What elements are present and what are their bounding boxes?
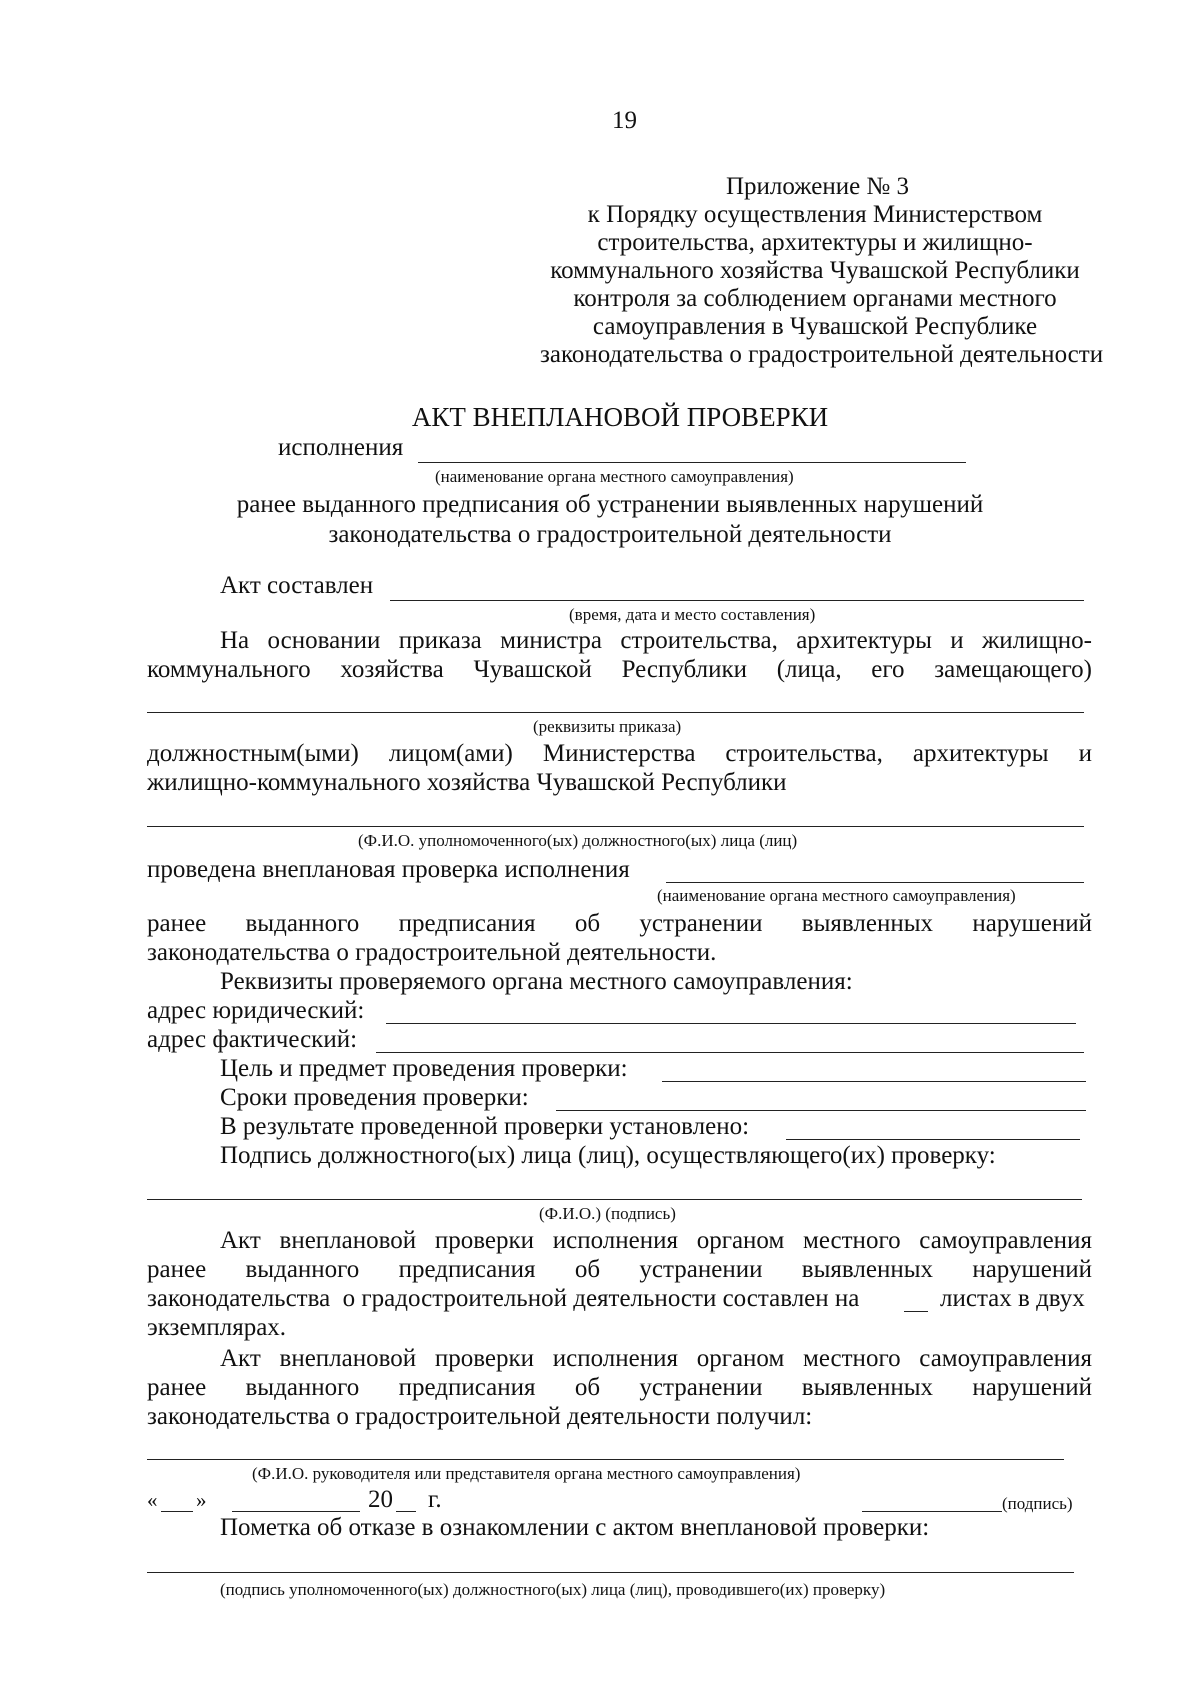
receiver-signature-line bbox=[862, 1511, 1002, 1512]
conducted-field-line bbox=[666, 882, 1084, 883]
word: Министерства bbox=[542, 740, 696, 767]
received-line1 bbox=[220, 1345, 1092, 1373]
composed-field-line bbox=[390, 600, 1084, 601]
word: архитектуры bbox=[912, 740, 1049, 767]
word: выданного bbox=[245, 910, 360, 937]
word: выданного bbox=[245, 1256, 360, 1283]
word: Республики bbox=[621, 656, 747, 683]
appendix-line: законодательства о градостроительной деятельности bbox=[540, 341, 1104, 368]
word: устранении bbox=[639, 1256, 763, 1283]
word: строительства, bbox=[620, 627, 778, 654]
officials-field-line bbox=[147, 826, 1084, 827]
word: выявленных bbox=[801, 910, 933, 937]
date-quote-close: » bbox=[196, 1488, 207, 1512]
word: проверки bbox=[434, 1345, 535, 1372]
refusal-caption: (подпись уполномоченного(ых) должностного(ых) лица (лиц), проводившего(их) проверку) bbox=[220, 1580, 886, 1599]
year-prefix: 20 bbox=[368, 1486, 393, 1513]
word: об bbox=[574, 1374, 601, 1401]
word: местного bbox=[803, 1227, 901, 1254]
word: об bbox=[574, 910, 601, 937]
word: ранее bbox=[147, 1256, 207, 1283]
word: ранее bbox=[147, 1374, 207, 1401]
word: внеплановой bbox=[279, 1227, 417, 1254]
terms-line bbox=[556, 1110, 1086, 1111]
word: предписания bbox=[398, 1374, 536, 1401]
word: Акт bbox=[220, 1345, 261, 1372]
word: местного bbox=[803, 1345, 901, 1372]
basis-line1 bbox=[220, 627, 1092, 655]
word: Чувашской bbox=[473, 656, 592, 683]
sheets-count-line bbox=[904, 1311, 928, 1312]
received-line2 bbox=[147, 1374, 1092, 1402]
law-line: законодательства о градостроительной деятельности. bbox=[147, 939, 717, 966]
date-day-line bbox=[161, 1511, 193, 1512]
copies-line2 bbox=[147, 1256, 1092, 1284]
appendix-title: Приложение № 3 bbox=[726, 173, 910, 200]
word: хозяйства bbox=[340, 656, 444, 683]
head-field-line bbox=[147, 1459, 1064, 1460]
signature-label: Подпись должностного(ых) лица (лиц), осуществляющего(их) проверку: bbox=[220, 1142, 996, 1169]
word: министра bbox=[500, 627, 603, 654]
page-number: 19 bbox=[612, 107, 637, 134]
receiver-signature-caption: (подпись) bbox=[1002, 1494, 1073, 1513]
result-label: В результате проведенной проверки установлено: bbox=[220, 1113, 750, 1140]
act-subtitle-line1: ранее выданного предписания об устранении выявленных нарушений bbox=[236, 491, 984, 518]
word: предписания bbox=[398, 910, 536, 937]
officials-caption: (Ф.И.О. уполномоченного(ых) должностного(ых) лица (лиц) bbox=[358, 831, 798, 850]
year-suffix: г. bbox=[428, 1486, 442, 1513]
word: внеплановой bbox=[279, 1345, 417, 1372]
word: выявленных bbox=[801, 1374, 933, 1401]
word: устранении bbox=[639, 910, 763, 937]
word: (лица, bbox=[776, 656, 842, 683]
word: и bbox=[1078, 740, 1092, 767]
word: приказа bbox=[398, 627, 482, 654]
word: нарушений bbox=[972, 1256, 1092, 1283]
word: самоуправления bbox=[919, 1227, 1092, 1254]
basis-line3 bbox=[147, 740, 1092, 768]
legal-address-label: адрес юридический: bbox=[147, 997, 365, 1024]
conducted-label: проведена внеплановая проверка исполнения bbox=[147, 856, 630, 883]
word: и bbox=[950, 627, 964, 654]
appendix-line: коммунального хозяйства Чувашской Республики bbox=[550, 257, 1080, 284]
appendix-line: самоуправления в Чувашской Республике bbox=[592, 313, 1038, 340]
word: его bbox=[871, 656, 905, 683]
word: ранее bbox=[147, 910, 207, 937]
word: лицом(ами) bbox=[388, 740, 513, 767]
word: выявленных bbox=[801, 1256, 933, 1283]
word: замещающего) bbox=[934, 656, 1092, 683]
received-line3: законодательства о градостроительной деятельности получил: bbox=[147, 1403, 813, 1430]
appendix-line: контроля за соблюдением органами местного bbox=[573, 285, 1057, 312]
word: коммунального bbox=[147, 656, 311, 683]
word: Акт bbox=[220, 1227, 261, 1254]
terms-label: Сроки проведения проверки: bbox=[220, 1084, 529, 1111]
word: основании bbox=[267, 627, 381, 654]
word: жилищно- bbox=[982, 627, 1092, 654]
appendix-line: строительства, архитектуры и жилищно- bbox=[597, 229, 1033, 256]
prescription-line bbox=[147, 910, 1092, 938]
word: исполнения bbox=[552, 1227, 678, 1254]
composed-caption: (время, дата и место составления) bbox=[569, 605, 816, 624]
purpose-line bbox=[662, 1081, 1086, 1082]
act-title: АКТ ВНЕПЛАНОВОЙ ПРОВЕРКИ bbox=[411, 402, 829, 432]
date-month-line bbox=[232, 1511, 360, 1512]
appendix-line: к Порядку осуществления Министерством bbox=[587, 201, 1043, 228]
basis-line4: жилищно-коммунального хозяйства Чувашской Республики bbox=[147, 769, 787, 796]
conducted-caption: (наименование органа местного самоуправления) bbox=[657, 886, 1016, 905]
word: На bbox=[220, 627, 250, 654]
execution-field-line bbox=[418, 462, 966, 463]
word: выданного bbox=[245, 1374, 360, 1401]
word: предписания bbox=[398, 1256, 536, 1283]
actual-address-label: адрес фактический: bbox=[147, 1026, 358, 1053]
basis-line2 bbox=[147, 656, 1092, 684]
act-subtitle-line2: законодательства о градостроительной деятельности bbox=[328, 521, 892, 548]
execution-label: исполнения bbox=[278, 434, 404, 461]
composed-label: Акт составлен bbox=[220, 572, 374, 599]
word: проверки bbox=[434, 1227, 535, 1254]
refusal-line bbox=[147, 1572, 1074, 1573]
details-heading: Реквизиты проверяемого органа местного самоуправления: bbox=[220, 968, 853, 995]
word: исполнения bbox=[552, 1345, 678, 1372]
word: архитектуры bbox=[796, 627, 932, 654]
signature-line bbox=[147, 1199, 1082, 1200]
purpose-label: Цель и предмет проведения проверки: bbox=[220, 1055, 628, 1082]
year-line bbox=[396, 1511, 416, 1512]
word: строительства, bbox=[725, 740, 883, 767]
refusal-label: Пометка об отказе в ознакомлении с актом внеплановой проверки: bbox=[220, 1514, 930, 1541]
copies-line3-prefix: законодательства о градостроительной деятельности составлен на bbox=[147, 1285, 860, 1312]
word: нарушений bbox=[972, 910, 1092, 937]
legal-address-line bbox=[386, 1023, 1076, 1024]
word: устранении bbox=[639, 1374, 763, 1401]
word: самоуправления bbox=[919, 1345, 1092, 1372]
date-quote-open: « bbox=[147, 1488, 158, 1512]
word: органом bbox=[696, 1227, 785, 1254]
word: нарушений bbox=[972, 1374, 1092, 1401]
order-field-line bbox=[147, 712, 1084, 713]
execution-caption: (наименование органа местного самоуправления) bbox=[435, 467, 794, 486]
actual-address-line bbox=[376, 1052, 1084, 1053]
order-caption: (реквизиты приказа) bbox=[533, 717, 682, 736]
copies-line3-suffix: листах в двух bbox=[940, 1285, 1085, 1312]
copies-line1 bbox=[220, 1227, 1092, 1255]
copies-line4: экземплярах. bbox=[147, 1314, 287, 1341]
word: об bbox=[574, 1256, 601, 1283]
word: должностным(ыми) bbox=[147, 740, 359, 767]
head-caption: (Ф.И.О. руководителя или представителя органа местного самоуправления) bbox=[252, 1464, 801, 1483]
signature-caption: (Ф.И.О.) (подпись) bbox=[539, 1204, 676, 1223]
word: органом bbox=[696, 1345, 785, 1372]
result-line bbox=[786, 1139, 1080, 1140]
